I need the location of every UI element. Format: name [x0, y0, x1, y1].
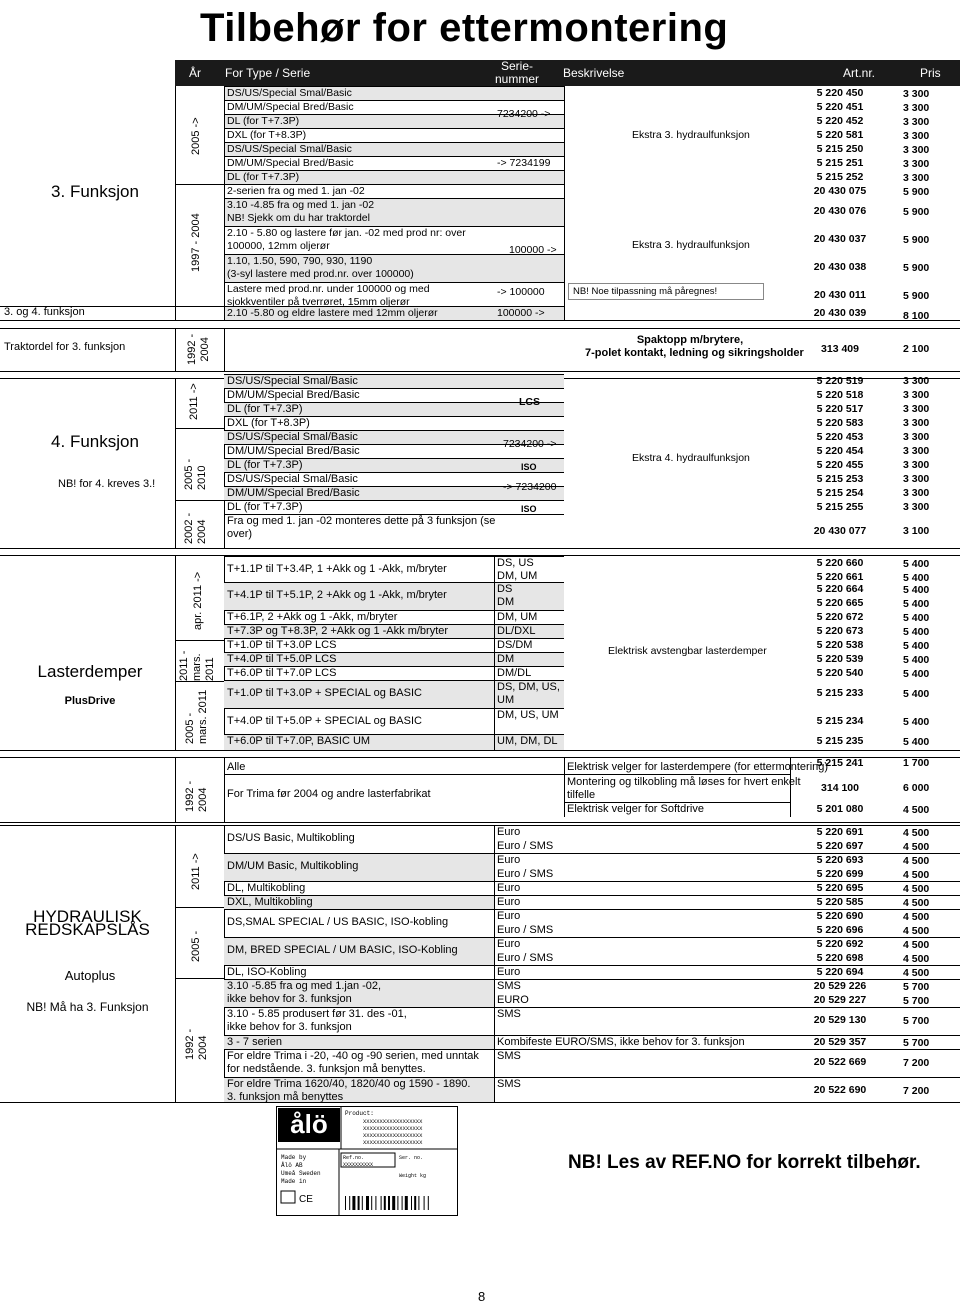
price: 5 900 [903, 290, 930, 302]
art-number: 5 220 664 [816, 583, 864, 595]
header-desc: Beskrivelse [563, 66, 625, 80]
svg-text:Weight kg: Weight kg [399, 1173, 427, 1179]
svg-text:Product:: Product: [345, 1110, 374, 1117]
type-cell: T+4.0P til T+5.0P + SPECIAL og BASIC [227, 715, 422, 727]
product-label-drawing [277, 1107, 457, 1215]
art-number: 20 430 038 [813, 261, 867, 273]
rule [224, 757, 225, 822]
svg-text:Made in: Made in [281, 1178, 307, 1185]
type-cell: T+6.1P, 2 +Akk og 1 -Akk, m/bryter [227, 611, 398, 623]
price: 4 500 [903, 827, 930, 839]
rule [0, 750, 960, 751]
price: 6 000 [903, 782, 930, 794]
art-number: 5 220 451 [816, 101, 864, 113]
price: 5 400 [903, 626, 930, 638]
description: Elektrisk avstengbar lasterdemper [608, 645, 767, 657]
art-number: 5 201 080 [816, 803, 864, 815]
rule [224, 86, 225, 320]
art-number: 20 522 690 [813, 1084, 867, 1096]
type-cell: T+1.0P til T+3.0P LCS [227, 639, 337, 651]
type-cell: Alle [227, 761, 246, 773]
coupling-type: SMS [497, 1078, 521, 1090]
price: 5 400 [903, 598, 930, 610]
type-cell: 2.10 - 5.80 og lastere før jan. -02 med prod nr: over 100000, 12mm oljerør [227, 227, 466, 252]
price: 5 900 [903, 206, 930, 218]
svg-text:Ref.no.: Ref.no. [343, 1155, 365, 1161]
price: 3 300 [903, 459, 930, 471]
serial: 7234200 -> [503, 438, 557, 450]
type-cell: 3.10 -4.85 fra og med 1. jan -02 NB! Sjekk om du har traktordel [227, 199, 375, 224]
year-label: 1997 - 2004 [190, 213, 202, 272]
type-cell: DS/US Basic, Multikobling [227, 832, 355, 844]
art-number: 20 430 011 [814, 289, 866, 301]
price: 3 300 [903, 473, 930, 485]
serial: DM, US, UM [497, 709, 559, 721]
art-number: 5 220 673 [816, 625, 864, 637]
art-number: 5 220 583 [816, 417, 864, 429]
price: 3 300 [903, 130, 930, 142]
type-cell: DL (for T+7.3P) [227, 403, 303, 415]
section-label: Traktordel for 3. funksjon [4, 341, 126, 353]
price: 5 900 [903, 186, 930, 198]
year-label: 2005 -> [190, 117, 202, 155]
art-number: 5 220 452 [816, 115, 864, 127]
type-cell: T+1.0P til T+3.0P + SPECIAL og BASIC [227, 687, 422, 699]
year-label: 2002 - 2004 [183, 512, 208, 544]
art-number: 5 220 697 [816, 840, 864, 852]
art-number: 5 220 661 [816, 571, 864, 583]
price: 5 400 [903, 572, 930, 584]
art-number: 5 220 453 [816, 431, 864, 443]
type-cell: DL (for T+7.3P) [227, 115, 300, 127]
section-sub: Autoplus [64, 968, 116, 983]
section-label: Lasterdemper [37, 662, 143, 681]
price: 5 400 [903, 668, 930, 680]
art-number: 5 220 693 [816, 854, 864, 866]
price: 4 500 [903, 855, 930, 867]
serial: -> 7234199 [497, 157, 551, 169]
price: 3 300 [903, 88, 930, 100]
table-header [175, 60, 960, 86]
serial: -> 100000 [497, 286, 545, 298]
year-label: 2011 - mars. 2011 [178, 650, 216, 681]
serial: 100000 -> [497, 307, 545, 319]
coupling-type: SMS [497, 980, 521, 992]
price: 7 200 [903, 1057, 930, 1069]
art-number: 5 215 251 [816, 157, 864, 169]
section-note: NB! Må ha 3. Funksjon [26, 1000, 149, 1014]
art-number: 5 220 540 [816, 667, 864, 679]
rule [0, 548, 960, 549]
art-number: 5 215 254 [816, 487, 864, 499]
rule [224, 774, 564, 775]
type-cell: T+6.0P til T+7.0P, BASIC UM [227, 735, 371, 747]
price: 5 700 [903, 995, 930, 1007]
page-title: Tilbehør for ettermontering [200, 6, 729, 50]
svg-text:CE: CE [299, 1194, 313, 1205]
type-cell: DS,SMAL SPECIAL / US BASIC, ISO-kobling [227, 916, 449, 928]
nb-note: NB! Noe tilpassning må påregnes! [568, 283, 764, 300]
art-number: 5 220 518 [816, 389, 864, 401]
rule [494, 825, 495, 1102]
rule [175, 86, 176, 320]
description: Elektrisk velger for Softdrive [567, 803, 704, 815]
year-label: 1992 - 2004 [184, 780, 209, 812]
price: 3 300 [903, 501, 930, 513]
serial: DM/DL [497, 667, 532, 679]
art-number: 314 100 [821, 782, 859, 794]
serial: ISO [521, 462, 537, 472]
year-label: 2005 - 2010 [183, 458, 208, 490]
serial: ISO [521, 504, 537, 514]
coupling-type: EURO [497, 994, 529, 1006]
price: 4 500 [903, 883, 930, 895]
art-number: 5 220 538 [816, 639, 864, 651]
coupling-type: Euro [497, 966, 521, 978]
coupling-type: Euro / SMS [497, 840, 554, 852]
serial: -> 7234200 [503, 481, 557, 493]
type-cell: 3.10 - 5.85 produsert før 31. des -01, ikke behov for 3. funksjon [227, 1008, 407, 1033]
rule [0, 822, 960, 823]
type-cell: DS/US/Special Smal/Basic [227, 473, 358, 485]
price: 3 100 [903, 525, 930, 537]
rule [175, 907, 224, 908]
art-number: 5 220 539 [816, 653, 864, 665]
art-number: 20 529 130 [813, 1014, 867, 1026]
coupling-type: Euro [497, 896, 521, 908]
art-number: 5 215 250 [816, 143, 864, 155]
rule [175, 978, 224, 979]
art-number: 5 220 519 [816, 375, 864, 387]
art-number: 20 430 076 [813, 205, 867, 217]
art-number: 5 220 450 [816, 87, 864, 99]
rule [494, 556, 495, 750]
rule [564, 757, 565, 817]
type-cell: DL, Multikobling [227, 882, 306, 894]
price: 3 300 [903, 487, 930, 499]
type-cell: DS/US/Special Smal/Basic [227, 375, 358, 387]
serial: LCS [519, 396, 540, 408]
art-number: 5 220 585 [816, 896, 864, 908]
type-cell: DM/UM/Special Bred/Basic [227, 101, 354, 113]
rule [175, 428, 224, 429]
art-number: 5 220 699 [816, 868, 864, 880]
type-cell: DS/US/Special Smal/Basic [227, 431, 358, 443]
page-number: 8 [478, 1289, 486, 1304]
header-serial: Serie- nummer [495, 59, 540, 86]
serial: DL/DXL [497, 625, 536, 637]
price: 4 500 [903, 939, 930, 951]
footer-note: NB! Les av REF.NO for korrekt tilbehør. [568, 1152, 921, 1173]
price: 5 900 [903, 234, 930, 246]
type-cell: DM/UM Basic, Multikobling [227, 860, 359, 872]
art-number: 5 220 672 [816, 611, 864, 623]
price: 5 400 [903, 640, 930, 652]
year-label: 2011 -> [190, 853, 202, 890]
type-cell: Fra og med 1. jan -02 monteres dette på 3 funksjon (se over) [227, 515, 496, 540]
rule [175, 640, 224, 641]
price: 4 500 [903, 925, 930, 937]
price: 4 500 [903, 804, 930, 816]
price: 5 700 [903, 1015, 930, 1027]
price: 3 300 [903, 445, 930, 457]
art-number: 20 522 669 [813, 1056, 867, 1068]
svg-text:XXXXXXXXXXXXXXXXXX: XXXXXXXXXXXXXXXXXX [363, 1125, 423, 1132]
type-cell: DM, BRED SPECIAL / UM BASIC, ISO-Kobling [227, 944, 458, 956]
art-number: 20 529 227 [813, 994, 867, 1006]
price: 3 300 [903, 116, 930, 128]
header-price: Pris [920, 66, 941, 80]
serial: 7234200 -> [497, 108, 551, 120]
rule [0, 320, 960, 321]
type-cell: DXL, Multikobling [227, 896, 313, 908]
serial: UM, DM, DL [497, 735, 558, 747]
header-artnr: Art.nr. [843, 66, 876, 80]
coupling-type: SMS [497, 1008, 521, 1020]
rule [175, 184, 224, 185]
art-number: 5 215 235 [816, 735, 864, 747]
rule [0, 371, 960, 372]
rule [175, 681, 224, 682]
type-cell: DS/US/Special Smal/Basic [227, 87, 352, 99]
rule [175, 328, 176, 371]
art-number: 20 529 226 [813, 980, 867, 992]
price: 4 500 [903, 911, 930, 923]
price: 3 300 [903, 431, 930, 443]
art-number: 5 220 660 [816, 557, 864, 569]
art-number: 5 215 241 [816, 757, 864, 769]
type-cell: Lastere med prod.nr. under 100000 og med sjokkventiler på tverrøret, 15mm oljerør [227, 283, 430, 308]
rule [564, 86, 565, 320]
serial: DS DM [497, 583, 515, 608]
price: 3 300 [903, 389, 930, 401]
serial: DS/DM [497, 639, 533, 651]
svg-text:XXXXXXXXXXXXXXXXXX: XXXXXXXXXXXXXXXXXX [363, 1132, 423, 1139]
type-cell: 2-serien fra og med 1. jan -02 [227, 185, 365, 197]
type-cell: DL (for T+7.3P) [227, 501, 303, 513]
description: Montering og tilkobling må løses for hvert enkelt tilfelle [567, 776, 801, 801]
art-number: 5 220 517 [816, 403, 864, 415]
svg-text:Made by: Made by [281, 1154, 307, 1161]
art-number: 5 215 253 [816, 473, 864, 485]
description: Ekstra 3. hydraulfunksjon [632, 129, 750, 141]
art-number: 5 220 455 [816, 459, 864, 471]
section-label: 3. Funksjon [51, 182, 139, 201]
rule [224, 328, 225, 371]
price: 5 400 [903, 584, 930, 596]
price: 5 400 [903, 688, 930, 700]
year-label: 2005 - mars. 2011 [184, 689, 209, 744]
art-number: 5 220 454 [816, 445, 864, 457]
art-number: 20 430 075 [813, 185, 867, 197]
section-label: HYDRAULISK REDSKAPSLÅS [25, 907, 150, 939]
type-cell: DL (for T+7.3P) [227, 459, 303, 471]
type-cell: T+1.1P til T+3.4P, 1 +Akk og 1 -Akk, m/bryter [227, 563, 447, 575]
description: Elektrisk velger for lasterdempere (for ettermontering) [567, 761, 829, 773]
price: 8 100 [903, 310, 930, 322]
section-label: 4. Funksjon [51, 432, 139, 451]
year-label: 1992 - 2004 [184, 1028, 209, 1060]
price: 3 300 [903, 403, 930, 415]
serial: 100000 -> [509, 244, 557, 256]
type-cell: 1.10, 1.50, 590, 790, 930, 1190 (3-syl lastere med prod.nr. over 100000) [227, 255, 414, 280]
type-cell: For eldre Trima 1620/40, 1820/40 og 1590 - 1890. 3. funksjon må benyttes [227, 1078, 471, 1103]
coupling-type: Euro / SMS [497, 952, 554, 964]
price: 4 500 [903, 897, 930, 909]
type-cell: 3.10 -5.85 fra og med 1.jan -02, ikke behov for 3. funksjon [227, 980, 382, 1005]
art-number: 5 220 695 [816, 882, 864, 894]
year-label: 2011 -> [188, 383, 200, 420]
price: 3 300 [903, 172, 930, 184]
price: 5 400 [903, 558, 930, 570]
art-number: 5 220 698 [816, 952, 864, 964]
price: 5 900 [903, 262, 930, 274]
svg-text:XXXXXXXXXXXXXXXXXX: XXXXXXXXXXXXXXXXXX [363, 1139, 423, 1146]
price: 5 700 [903, 981, 930, 993]
art-number: 5 220 691 [816, 826, 864, 838]
coupling-type: Euro [497, 910, 521, 922]
art-number: 5 220 692 [816, 938, 864, 950]
product-label-image [276, 1106, 458, 1216]
coupling-type: Euro [497, 854, 521, 866]
art-number: 5 220 665 [816, 597, 864, 609]
price: 3 300 [903, 144, 930, 156]
type-cell: T+4.0P til T+5.0P LCS [227, 653, 337, 665]
price: 5 400 [903, 736, 930, 748]
svg-text:Umeå Sweden: Umeå Sweden [281, 1170, 321, 1177]
rule [175, 555, 176, 750]
art-number: 5 220 581 [816, 129, 864, 141]
svg-text:XXXXXXXXXXXXXXXXXX: XXXXXXXXXXXXXXXXXX [363, 1118, 423, 1125]
type-cell: DL (for T+7.3P) [227, 171, 300, 183]
price: 1 700 [903, 757, 930, 769]
type-cell: DL, ISO-Kobling [227, 966, 307, 978]
art-number: 5 220 690 [816, 910, 864, 922]
type-cell: For Trima før 2004 og andre lasterfabrikat [227, 788, 431, 800]
price: 5 700 [903, 1037, 930, 1049]
rule [175, 500, 224, 501]
price: 3 300 [903, 102, 930, 114]
year-label: 1992 - 2004 [186, 333, 211, 365]
price: 7 200 [903, 1085, 930, 1097]
serial: DS, DM, US, UM [497, 681, 560, 706]
art-number: 5 215 233 [816, 687, 864, 699]
rule [0, 328, 960, 329]
type-cell: DXL (for T+8.3P) [227, 417, 310, 429]
coupling-type: Euro / SMS [497, 868, 554, 880]
price: 3 300 [903, 158, 930, 170]
price: 5 400 [903, 612, 930, 624]
section-note: NB! for 4. kreves 3.! [58, 478, 156, 490]
art-number: 313 409 [821, 343, 859, 355]
year-label: apr. 2011 -> [192, 571, 204, 630]
rule [0, 1102, 960, 1103]
serial: DM [497, 653, 515, 665]
art-number: 5 215 252 [816, 171, 864, 183]
brand-logo: ålö [290, 1109, 328, 1139]
art-number: 20 430 037 [813, 233, 867, 245]
rule [564, 774, 790, 775]
coupling-type: SMS [497, 1050, 521, 1062]
coupling-type: Euro / SMS [497, 924, 554, 936]
type-cell: DM/UM/Special Bred/Basic [227, 487, 360, 499]
art-number: 20 430 077 [813, 525, 867, 537]
type-cell: DM/UM/Special Bred/Basic [227, 389, 360, 401]
type-cell: DM/UM/Special Bred/Basic [227, 157, 354, 169]
price: 3 300 [903, 417, 930, 429]
type-cell: 2.10 -5.80 og eldre lastere med 12mm oljerør [227, 307, 438, 319]
art-number: 20 430 039 [813, 307, 867, 319]
year-label: 2005 - [190, 930, 202, 962]
type-cell: For eldre Trima i -20, -40 og -90 serien, med unntak for nedstående. 3. funksjon må benyttes. [227, 1050, 479, 1075]
header-type: For Type / Serie [225, 66, 311, 80]
art-number: 20 529 357 [813, 1036, 867, 1048]
header-year: År [189, 66, 201, 80]
rule [175, 378, 176, 548]
serial: DM, UM [497, 611, 538, 623]
serial: DS, US DM, UM [497, 557, 538, 582]
rule [175, 757, 176, 822]
section-sub: PlusDrive [64, 695, 116, 707]
svg-text:Ser. no.: Ser. no. [399, 1155, 424, 1161]
type-cell: 3 - 7 serien [227, 1036, 283, 1048]
price: 4 500 [903, 967, 930, 979]
description: Ekstra 3. hydraulfunksjon [632, 239, 750, 251]
price: 2 100 [903, 343, 930, 355]
art-number: 5 220 694 [816, 966, 864, 978]
coupling-type: Euro [497, 938, 521, 950]
rule [175, 825, 176, 1102]
type-cell: T+6.0P til T+7.0P LCS [227, 667, 337, 679]
svg-text:Ålö AB: Ålö AB [281, 1162, 303, 1169]
type-cell: DM/UM/Special Bred/Basic [227, 445, 360, 457]
type-cell: DS/US/Special Smal/Basic [227, 143, 352, 155]
type-cell: T+4.1P til T+5.1P, 2 +Akk og 1 -Akk, m/bryter [227, 589, 447, 601]
coupling-type: Euro [497, 882, 521, 894]
art-number: 5 215 234 [816, 715, 864, 727]
description: Spaktopp m/brytere, 7-polet kontakt, ledning og sikringsholder [585, 334, 804, 359]
price: 5 400 [903, 654, 930, 666]
svg-text:XXXXXXXXXX: XXXXXXXXXX [343, 1162, 374, 1168]
section-label-shared: 3. og 4. funksjon [4, 306, 85, 318]
coupling-type: Euro [497, 826, 521, 838]
price: 5 400 [903, 716, 930, 728]
art-number: 5 220 696 [816, 924, 864, 936]
price: 4 500 [903, 841, 930, 853]
type-cell: DXL (for T+8.3P) [227, 129, 307, 141]
price: 4 500 [903, 869, 930, 881]
art-number: 5 215 255 [816, 501, 864, 513]
price: 3 300 [903, 375, 930, 387]
type-cell: T+7.3P og T+8.3P, 2 +Akk og 1 -Akk m/bryter [227, 625, 449, 637]
price: 4 500 [903, 953, 930, 965]
description: Ekstra 4. hydraulfunksjon [632, 452, 750, 464]
coupling-type: Kombifeste EURO/SMS, ikke behov for 3. funksjon [497, 1036, 745, 1048]
